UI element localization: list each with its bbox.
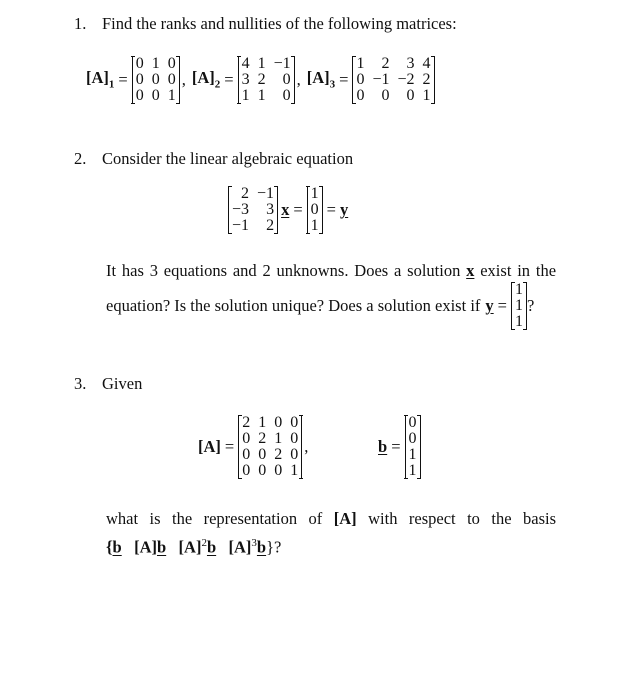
vector-y-ones: 1 1 1 <box>511 282 527 330</box>
problem-2-line-1: It has 3 equations and 2 unknowns. Does a solution x exist in the <box>106 261 557 280</box>
matrix-a3: 1 2 3 4 0 −1 −2 2 0 0 0 1 <box>352 56 434 104</box>
problem-3-text: Given <box>102 374 143 393</box>
problem-3-number: 3. <box>74 374 87 393</box>
problem-2-line-2: equation? Is the solution unique? Does a solution exist if y = 1 1 1 ? <box>106 281 535 330</box>
problem-3-vector-b: b = 0 0 1 1 <box>378 415 421 479</box>
matrix-a1-label: $[A]_1$ <box>86 68 115 91</box>
matrix-a: 2 1 0 0 0 2 1 0 0 0 2 0 0 0 0 1 <box>238 415 302 479</box>
matrix-a2-label: $[A]_2$ <box>191 68 221 91</box>
problem-2-number: 2. <box>74 149 87 168</box>
problem-1-text: Find the ranks and nullities of the following matrices: <box>102 14 457 33</box>
vector-b-label: b <box>378 437 388 457</box>
matrix-a1: 0 1 0 0 0 0 0 0 1 <box>132 56 180 104</box>
problem-2-text: Consider the linear algebraic equation <box>102 149 354 168</box>
problem-1-number: 1. <box>74 14 87 33</box>
problem-3-line-1: what is the representation of [A] with respect to the basis <box>106 509 557 528</box>
problem-3-basis: {b [A]b $[A]^2b$ $[A]^3b$}? <box>106 537 282 557</box>
problem-3-matrix-a: [A] = 2 1 0 0 0 2 1 0 0 0 2 0 0 0 0 1 , <box>198 414 309 479</box>
matrix-a-label: [A] <box>198 437 221 457</box>
matrix-coefficients: 2 −1 −3 3 −1 2 <box>228 186 278 234</box>
matrix-a2: 4 1 −1 3 2 0 1 1 0 <box>238 56 295 104</box>
vector-x: x <box>281 200 290 220</box>
problem-2-equation: 2 −1 −3 3 −1 2 x = 1 0 1 = y <box>228 186 348 234</box>
vector-rhs: 1 0 1 <box>307 186 323 234</box>
vector-y: y <box>339 200 349 220</box>
vector-b: 0 0 1 1 <box>405 415 421 479</box>
matrix-a3-label: $[A]_3$ <box>306 68 336 91</box>
problem-1-matrices: $[A]_1$ = 0 1 0 0 0 0 0 0 1 , $[A]_2$ = 4 1 −1 3 2 0 1 1 0 , $[A]_3$ = 1 2 3 4 0 −1 −2 2 0 0 0 1 <box>86 56 435 104</box>
